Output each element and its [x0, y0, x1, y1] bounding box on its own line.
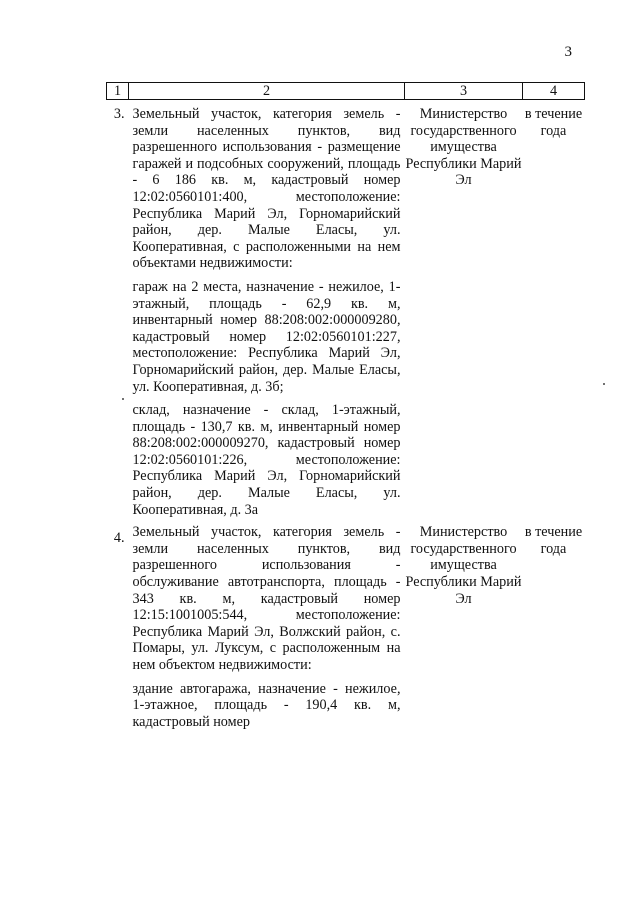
- property-table: [106, 82, 585, 730]
- description-cell: [129, 518, 405, 730]
- description-cell: [129, 100, 405, 519]
- table-header: [107, 83, 585, 100]
- row-number-cell: [107, 100, 129, 519]
- owner-cell: Министерство государственного имущества Республики Марий Эл: [405, 106, 522, 189]
- table-row: [107, 518, 585, 730]
- header-row: [107, 83, 585, 100]
- row-number: 4.: [113, 530, 125, 547]
- owner-cell: Министерство государственного имущества Республики Марий Эл: [405, 524, 522, 607]
- row-number: 3.: [113, 106, 125, 122]
- scan-speck: [603, 383, 605, 385]
- scan-speck: [122, 398, 124, 400]
- description-paragraph: здание автогаража, назначение - нежилое, 1-этажное, площадь - 190,4 кв. м, кадастровый номер: [132, 680, 401, 730]
- header-cell-2: 2: [129, 83, 405, 100]
- header-cell-4: 4: [523, 83, 585, 100]
- term-cell: в течение года: [524, 106, 583, 139]
- description-paragraph: склад, назначение - склад, 1-этажный, площадь - 130,7 кв. м, инвентарный номер 88:208:002:000009270, кадастровый номер 12:02:0560101:226, местоположение: Республика Марий Эл, Горномарийский район, дер. Малые Еласы, ул. Кооперативная, д. 3а: [132, 402, 401, 518]
- table-row: [107, 100, 585, 519]
- header-cell-1: 1: [107, 83, 129, 100]
- description-paragraph: гараж на 2 места, назначение - нежилое, 1-этажный, площадь - 62,9 кв. м, инвентарный номер 88:208:002:000009280, кадастровый номер 12:02:0560101:227, местоположение: Республика Марий Эл, Горномарийский район, дер. Малые Еласы, ул. Кооперативная, д. 3б;: [132, 278, 401, 395]
- header-cell-3: 3: [405, 83, 523, 100]
- row-number-cell: [107, 518, 129, 730]
- page-number: 3: [564, 44, 572, 60]
- description-paragraph: Земельный участок, категория земель - земли населенных пунктов, вид разрешенного использования - размещение гаражей и подсобных сооружений, площадь - 6 186 кв. м, кадастровый номер 12:02:0560101:400, местоположение: Республика Марий Эл, Горномарийский район, дер. Малые Еласы, ул. Кооперативная, с расположенными на нем объектами недвижимости:: [132, 106, 401, 272]
- description-paragraph: Земельный участок, категория земель - земли населенных пунктов, вид разрешенного использования - обслуживание автотранспорта, площадь - 343 кв. м, кадастровый номер 12:15:1001005:544, местоположение: Республика Марий Эл, Волжский район, с. Помары, ул. Луксум, с расположенным на нем объектом недвижимости:: [132, 524, 401, 673]
- term-cell: в течение года: [524, 524, 583, 557]
